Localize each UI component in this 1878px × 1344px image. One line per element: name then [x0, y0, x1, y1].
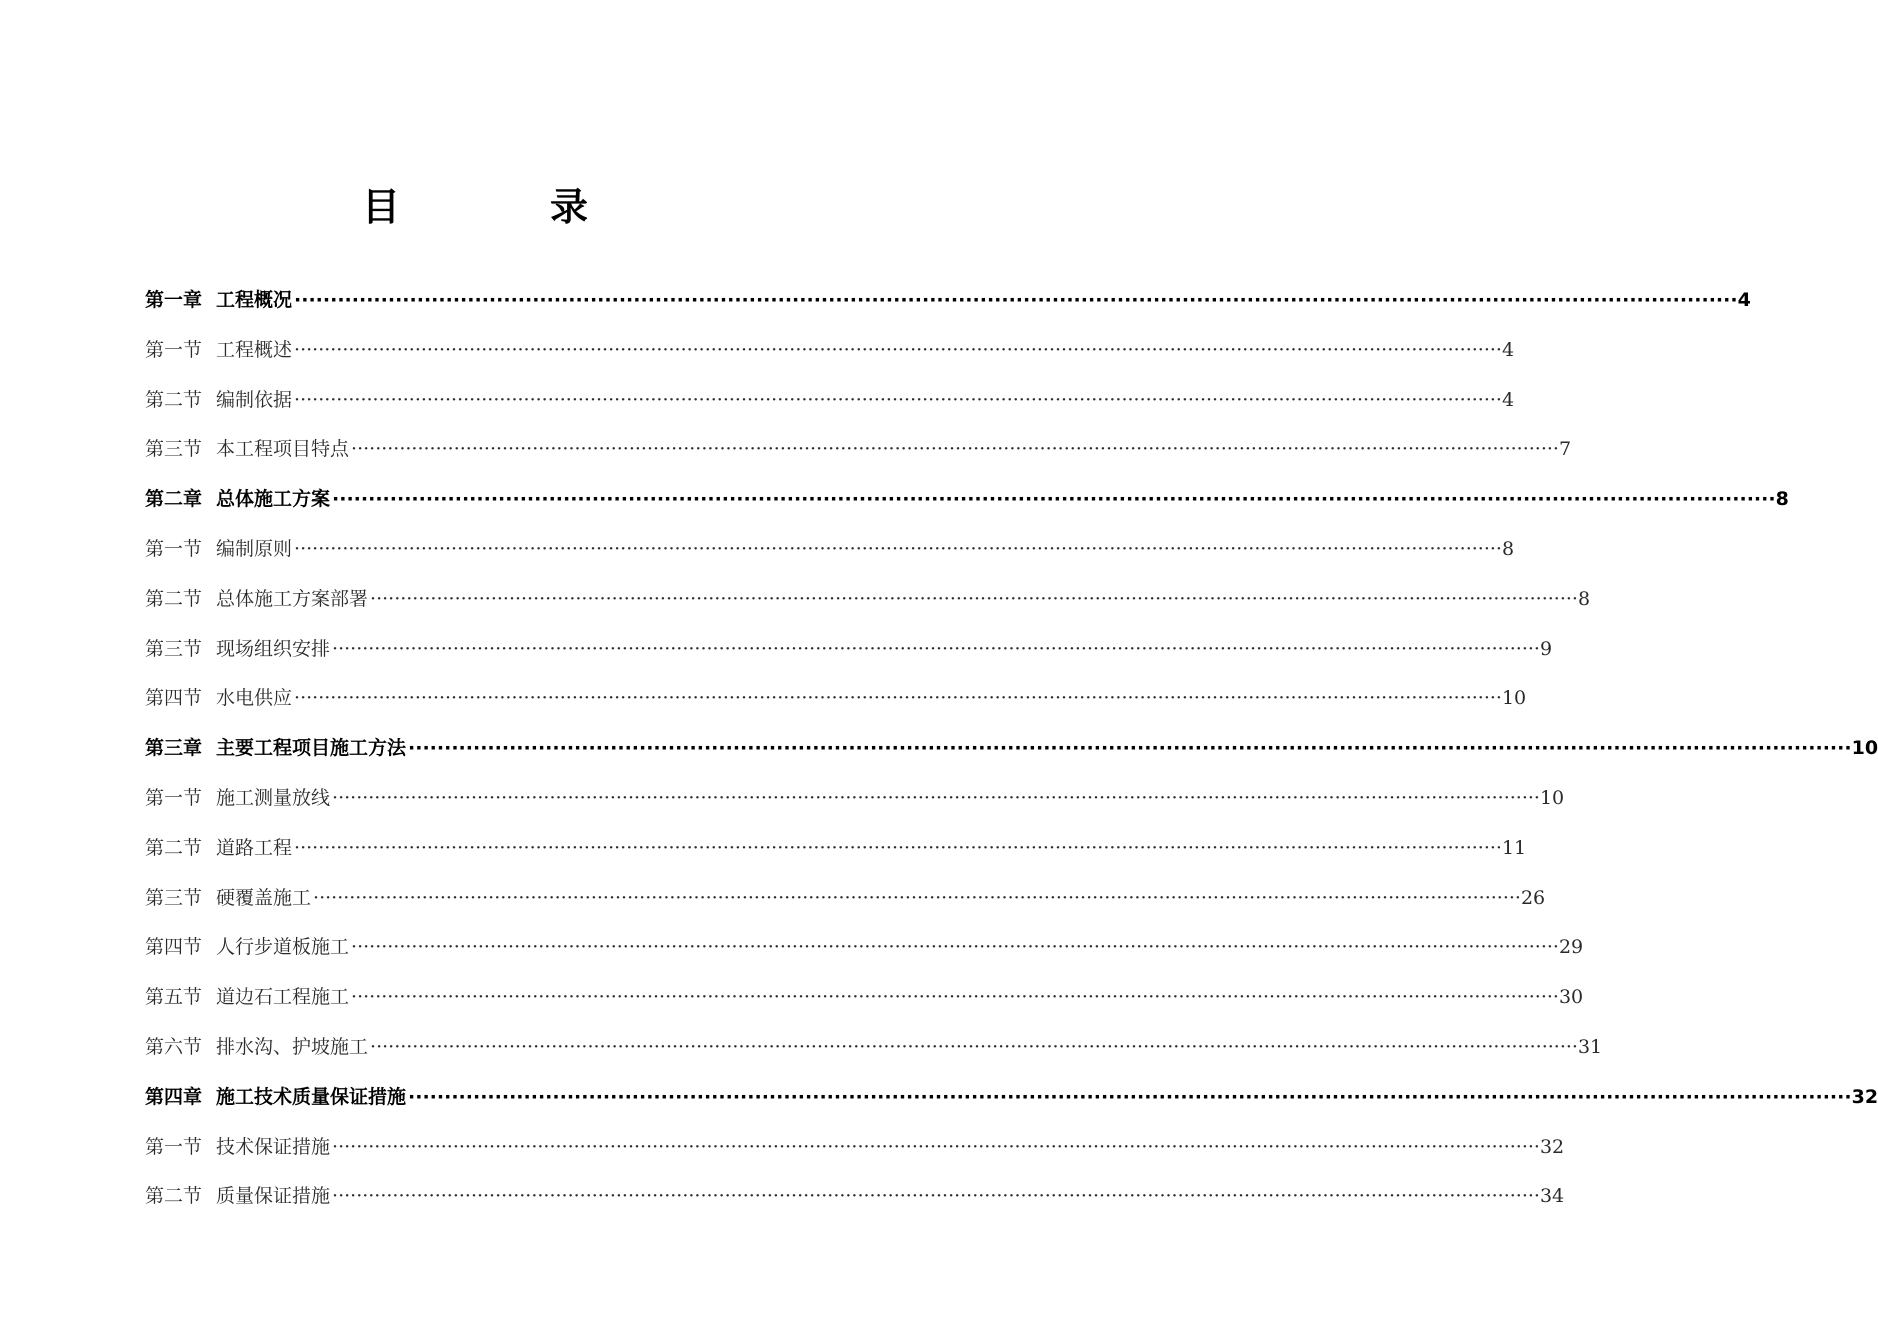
toc-entry-page-number: 26: [1520, 886, 1546, 909]
toc-leader-dots: ········································································································································································································: [294, 388, 1502, 411]
toc-entry-page-number: 32: [1539, 1135, 1565, 1158]
toc-entry-title: 硬覆盖施工: [216, 886, 312, 909]
toc-entry-section[interactable]: [145, 429, 1572, 469]
toc-entry-chapter[interactable]: [145, 280, 1751, 320]
toc-entry-page-number: 7: [1558, 438, 1572, 461]
toc-entry-title: 技术保证措施: [216, 1135, 331, 1158]
toc-entry-label: [145, 1127, 330, 1167]
toc-entry-section[interactable]: [145, 678, 1527, 718]
toc-entry-page-number: 4: [1737, 289, 1751, 311]
toc-entry-label: [145, 1027, 368, 1067]
toc-entry-number: 第一节: [145, 1135, 203, 1158]
toc-entry-number: 第二节: [145, 388, 203, 411]
toc-entry-section[interactable]: [145, 529, 1515, 569]
toc-entry-number: 第二节: [145, 836, 203, 859]
toc-entry-page-number: 10: [1501, 687, 1527, 710]
toc-entry-label: [145, 728, 406, 768]
toc-entry-section[interactable]: [145, 1176, 1565, 1216]
toc-leader-dots: ········································································································································································································: [332, 1135, 1540, 1158]
toc-entry-title: 编制依据: [216, 388, 293, 411]
toc-entry-number: 第三节: [145, 438, 203, 461]
toc-entry-label: [145, 380, 292, 420]
toc-entry-title: 施工测量放线: [216, 787, 331, 809]
toc-entry-number: 第二节: [145, 1185, 203, 1208]
toc-entry-page-number: 8: [1577, 587, 1591, 610]
toc-leader-dots: ········································································································································································································: [351, 936, 1559, 959]
toc-entry-title: 道路工程: [216, 836, 293, 859]
toc-entry-page-number: 10: [1539, 787, 1565, 809]
toc-entry-title: 工程概况: [216, 289, 293, 311]
toc-entry-page-number: 8: [1775, 488, 1789, 511]
toc-entry-section[interactable]: [145, 977, 1584, 1017]
toc-entry-page-number: 32: [1851, 1085, 1878, 1108]
toc-entry-page-number: 30: [1558, 986, 1584, 1009]
toc-entry-title: 道边石工程施工: [216, 986, 350, 1009]
toc-entry-number: 第三节: [145, 886, 203, 909]
toc-leader-dots: ········································································································································································································: [332, 488, 1776, 511]
toc-entry-title: 总体施工方案部署: [216, 587, 369, 610]
toc-entry-title: 工程概述: [216, 338, 293, 361]
toc-leader-dots: ········································································································································································································: [370, 1036, 1578, 1058]
toc-entry-label: [145, 529, 292, 569]
toc-entry-chapter[interactable]: [145, 728, 1878, 768]
toc-entry-title: 编制原则: [216, 538, 293, 560]
toc-entry-section[interactable]: [145, 579, 1591, 619]
toc-entry-number: 第一节: [145, 538, 203, 560]
toc-title-char-1: 目: [362, 185, 401, 229]
toc-leader-dots: ········································································································································································································: [370, 587, 1578, 610]
toc-leader-dots: ········································································································································································································: [294, 687, 1502, 710]
toc-entry-page-number: 31: [1577, 1036, 1603, 1058]
toc-entry-label: [145, 828, 292, 868]
toc-entry-number: 第四章: [145, 1085, 203, 1108]
toc-entry-page-number: 4: [1501, 388, 1515, 411]
toc-entry-label: [145, 629, 330, 669]
toc-entry-page-number: 11: [1501, 836, 1527, 859]
toc-entry-title: 主要工程项目施工方法: [216, 737, 407, 760]
toc-entry-label: [145, 878, 311, 918]
toc-entry-section[interactable]: [145, 1127, 1565, 1167]
toc-entry-number: 第三节: [145, 637, 203, 660]
toc-entry-number: 第四节: [145, 936, 203, 959]
toc-entry-label: [145, 977, 349, 1017]
toc-entry-number: 第四节: [145, 687, 203, 710]
toc-entry-label: [145, 479, 330, 519]
toc-entry-label: [145, 927, 349, 967]
toc-leader-dots: ········································································································································································································: [332, 787, 1540, 809]
toc-entry-section[interactable]: [145, 330, 1515, 370]
toc-entry-section[interactable]: [145, 1027, 1603, 1067]
toc-entry-title: 水电供应: [216, 687, 293, 710]
toc-entry-title: 本工程项目特点: [216, 438, 350, 461]
toc-entry-section[interactable]: [145, 629, 1553, 669]
toc-entry-title: 现场组织安排: [216, 637, 331, 660]
toc-entry-page-number: 29: [1558, 936, 1584, 959]
toc-entry-number: 第六节: [145, 1036, 203, 1058]
toc-entry-section[interactable]: [145, 828, 1527, 868]
toc-leader-dots: ········································································································································································································: [408, 737, 1852, 760]
toc-entry-title: 施工技术质量保证措施: [216, 1085, 407, 1108]
toc-entry-label: [145, 579, 368, 619]
toc-entry-section[interactable]: [145, 380, 1515, 420]
toc-entry-label: [145, 1077, 406, 1117]
toc-entry-page-number: 10: [1851, 737, 1878, 760]
toc-entry-number: 第二节: [145, 587, 203, 610]
toc-entry-title: 总体施工方案: [216, 488, 331, 511]
toc-entry-section[interactable]: [145, 927, 1584, 967]
toc-leader-dots: ········································································································································································································: [313, 886, 1521, 909]
toc-entry-title: 人行步道板施工: [216, 936, 350, 959]
toc-entry-number: 第一节: [145, 787, 203, 809]
toc-entry-chapter[interactable]: [145, 1077, 1878, 1117]
toc-entry-number: 第二章: [145, 488, 203, 511]
toc-leader-dots: ········································································································································································································: [294, 338, 1502, 361]
toc-title-char-2: 录: [550, 185, 589, 229]
toc-entry-number: 第一章: [145, 289, 203, 311]
toc-leader-dots: ········································································································································································································: [351, 438, 1559, 461]
toc-entry-page-number: 4: [1501, 338, 1515, 361]
toc-entry-number: 第三章: [145, 737, 203, 760]
toc-leader-dots: ········································································································································································································: [351, 986, 1559, 1009]
toc-entry-number: 第五节: [145, 986, 203, 1009]
toc-leader-dots: ········································································································································································································: [294, 538, 1502, 560]
toc-title: [0, 176, 950, 232]
toc-entry-number: 第一节: [145, 338, 203, 361]
toc-entry-page-number: 8: [1501, 538, 1515, 560]
toc-entry-page-number: 34: [1539, 1185, 1565, 1208]
toc-entry-label: [145, 330, 292, 370]
toc-leader-dots: ········································································································································································································: [408, 1085, 1852, 1108]
toc-leader-dots: ········································································································································································································: [332, 1185, 1540, 1208]
toc-entry-label: [145, 1176, 330, 1216]
toc-entry-page-number: 9: [1539, 637, 1553, 660]
toc-entry-title: 质量保证措施: [216, 1185, 331, 1208]
toc-entry-label: [145, 778, 330, 818]
toc-entry-label: [145, 280, 292, 320]
toc-leader-dots: ········································································································································································································: [294, 289, 1738, 311]
toc-entry-label: [145, 429, 349, 469]
toc-entry-title: 排水沟、护坡施工: [216, 1036, 369, 1058]
toc-entry-chapter[interactable]: [145, 479, 1789, 519]
toc-leader-dots: ········································································································································································································: [294, 836, 1502, 859]
toc-entry-label: [145, 678, 292, 718]
toc-entry-section[interactable]: [145, 778, 1565, 818]
toc-entry-section[interactable]: [145, 878, 1546, 918]
toc-leader-dots: ········································································································································································································: [332, 637, 1540, 660]
